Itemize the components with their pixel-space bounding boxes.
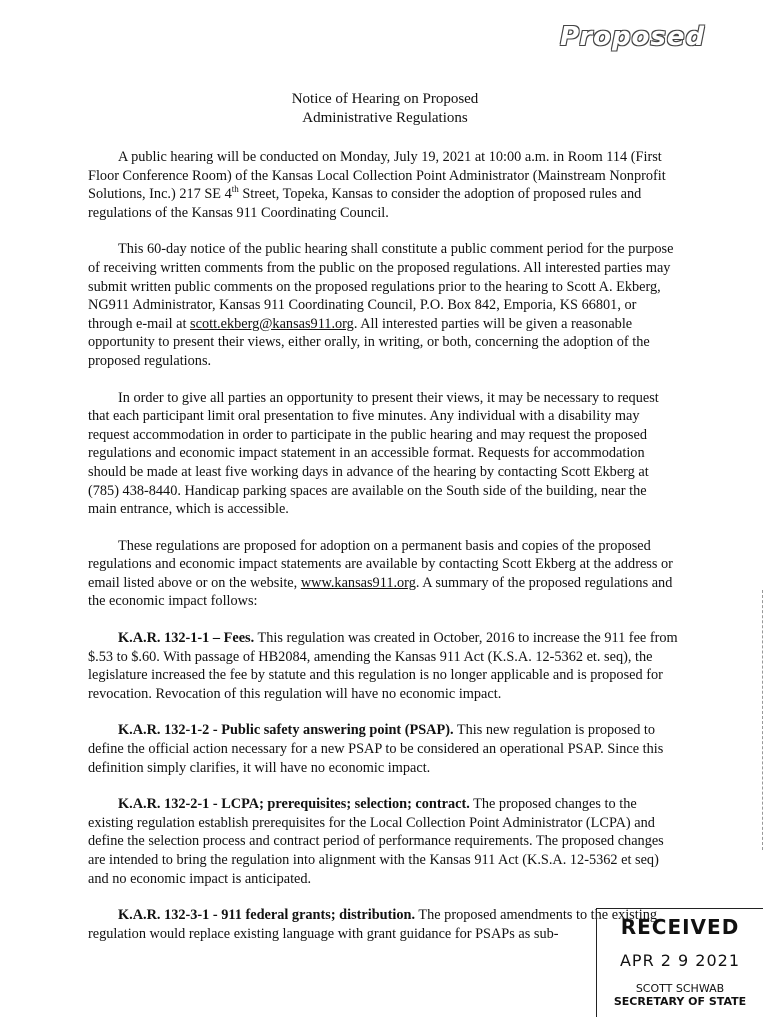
regulation-text: The proposed amendments to the existing regulation would replace existing language with grant guidance for PSAPs as sub- — [88, 907, 657, 942]
paragraph-comment-text-a: This 60-day notice of the public hearing shall constitute a public comment period for the purpose of receiving written comments from the public on the proposed regulations. All interested parties may submit written public comments on the proposed regulations prior to the hearing to Scott A. Ekberg, NG911 Administrator, Kansas 911 Coordinating Council, P.O. Box 842, Emporia, KS 66801, or through e-mail at — [88, 241, 674, 332]
email-link[interactable]: scott.ekberg@kansas911.org — [190, 315, 354, 332]
superscript-th: th — [231, 184, 239, 195]
paragraph-hearing-text-a: A public hearing will be conducted on Monday, July 19, 2021 at 10:00 a.m. in Room 114 (First Floor Conference Room) of the Kansas Local Collection Point Administrator (Mainstream Nonprofit Solutions, Inc.) 217 SE 4 — [88, 149, 666, 203]
paragraph-adoption — [88, 537, 678, 611]
document-title — [0, 90, 770, 128]
regulation-text: This new regulation is proposed to define the official action necessary for a new PSAP to be considered an operational PSAP. Since this definition simply clarifies, it will have no economic impact. — [88, 722, 664, 776]
regulation-item — [88, 721, 678, 777]
title-line-2: Administrative Regulations — [302, 110, 468, 126]
notice-body — [88, 148, 678, 943]
regulation-title: K.A.R. 132-1-2 - Public safety answering point (PSAP). — [118, 722, 454, 739]
received-stamp-name: SCOTT SCHWAB — [635, 982, 725, 995]
paragraph-hearing-text-b: Street, Topeka, Kansas to consider the adoption of proposed rules and regulations of the Kansas 911 Coordinating Council. — [88, 186, 642, 221]
regulation-item — [88, 629, 678, 703]
paragraph-adoption-text-a: These regulations are proposed for adoption on a permanent basis and copies of the proposed regulations and economic impact statements are available by contacting Scott Ekberg at the address or email listed above or on the website, — [88, 537, 673, 591]
paragraph-hearing — [88, 148, 678, 222]
regulation-text: This regulation was created in October, 2016 to increase the 911 fee from $.53 to $.60. With passage of HB2084, amending the Kansas 911 Act (K.S.A. 12-5362 et. seq), the legislature increased the fee by statute and this regulation is no longer applicable and is proposed for revocation. Revocation of this regulation will have no economic impact. — [88, 630, 678, 702]
regulation-item — [88, 906, 678, 943]
title-line-1: Notice of Hearing on Proposed — [291, 91, 479, 107]
received-stamp-heading: RECEIVED — [620, 915, 740, 939]
paragraph-adoption-text-b: . A summary of the proposed regulations and the economic impact follows: — [88, 574, 673, 610]
proposed-watermark: Proposed — [560, 22, 706, 52]
website-link[interactable]: www.kansas911.org — [300, 574, 416, 591]
regulation-text: The proposed changes to the existing regulation establish prerequisites for the Local Collection Point Administrator (LCPA) and define the selection process and contract period of performance requirements. The proposed changes are intended to bring the regulation into alignment with the Kansas 911 Act (K.S.A. 12-5362 et seq) and no economic impact is anticipated. — [88, 796, 664, 887]
paragraph-comment-period — [88, 240, 678, 370]
regulation-item — [88, 795, 678, 888]
regulation-title: K.A.R. 132-3-1 - 911 federal grants; distribution. — [118, 907, 416, 924]
received-stamp-office: SECRETARY OF STATE — [613, 995, 747, 1008]
paragraph-accommodation: In order to give all parties an opportunity to present their views, it may be necessary to request that each participant limit oral presentation to five minutes. Any individual with a disability may request accommodation in order to participate in the public hearing and may request the proposed regulations and economic impact statement in an accessible format. Requests for accommodation should be made at least five working days in advance of the hearing by contacting Scott Ekberg at (785) 438-8440. Handicap parking spaces are available on the South side of the building, near the main entrance, which is accessible. — [88, 389, 659, 518]
received-stamp — [596, 908, 763, 1017]
received-stamp-date: APR 2 9 2021 — [619, 951, 741, 970]
paragraph-comment-text-b: . All interested parties will be given a reasonable opportunity to present their views, either orally, in writing, or both, concerning the adoption of the proposed regulations. — [88, 315, 650, 369]
regulation-title: K.A.R. 132-1-1 – Fees. — [118, 630, 255, 647]
regulation-title: K.A.R. 132-2-1 - LCPA; prerequisites; selection; contract. — [118, 796, 470, 813]
scan-edge-marks — [762, 590, 765, 850]
